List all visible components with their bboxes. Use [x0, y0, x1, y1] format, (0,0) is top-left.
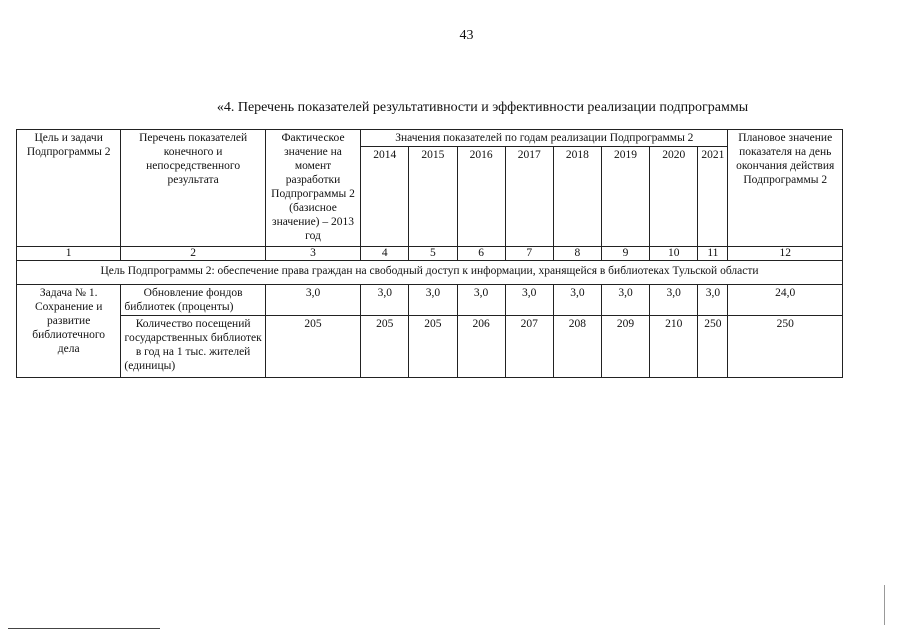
year-value: 208 — [553, 316, 601, 378]
year-value: 250 — [698, 316, 728, 378]
column-number: 7 — [505, 247, 553, 261]
header-by-years: Значения показателей по годам реализации Подпрограммы 2 — [361, 130, 728, 147]
header-year: 2018 — [553, 147, 601, 247]
column-number: 12 — [728, 247, 843, 261]
header-goal: Цель и задачи Подпрограммы 2 — [17, 130, 121, 247]
task-cell: Задача № 1. Сохранение и развитие библиотечного дела — [17, 285, 121, 378]
actual-value: 3,0 — [265, 285, 360, 316]
column-number: 3 — [265, 247, 360, 261]
year-value: 3,0 — [698, 285, 728, 316]
year-value: 209 — [601, 316, 649, 378]
table-row — [17, 316, 843, 378]
header-indicators: Перечень показателей конечного и непосредственного результата — [121, 130, 266, 247]
year-value: 3,0 — [361, 285, 409, 316]
actual-value: 205 — [265, 316, 360, 378]
year-value: 3,0 — [457, 285, 505, 316]
column-number: 8 — [553, 247, 601, 261]
header-year: 2020 — [650, 147, 698, 247]
indicator-name: Количество посещений государственных библиотек в год на 1 тыс. жителей (единицы) — [121, 316, 266, 378]
header-actual: Фактическое значение на момент разработки Подпрограммы 2 (базисное значение) – 2013 год — [265, 130, 360, 247]
goal-row — [17, 261, 843, 285]
header-year: 2019 — [601, 147, 649, 247]
column-number: 11 — [698, 247, 728, 261]
year-value: 3,0 — [650, 285, 698, 316]
planned-value: 24,0 — [728, 285, 843, 316]
column-number: 5 — [409, 247, 457, 261]
column-number: 2 — [121, 247, 266, 261]
subprogram-goal: Цель Подпрограммы 2: обеспечение права граждан на свободный доступ к информации, хранящейся в библиотеках Тульской области — [17, 261, 843, 285]
page-number: 43 — [459, 28, 474, 43]
header-year: 2016 — [457, 147, 505, 247]
column-number-row — [17, 247, 843, 261]
year-value: 3,0 — [553, 285, 601, 316]
column-number: 4 — [361, 247, 409, 261]
planned-value: 250 — [728, 316, 843, 378]
year-value: 206 — [457, 316, 505, 378]
section-title: «4. Перечень показателей результативности и эффективности реализации подпрограммы — [216, 100, 749, 115]
year-value: 3,0 — [505, 285, 553, 316]
table-row — [17, 285, 843, 316]
column-number: 9 — [601, 247, 649, 261]
year-value: 210 — [650, 316, 698, 378]
column-number: 1 — [17, 247, 121, 261]
year-value: 205 — [361, 316, 409, 378]
year-value: 3,0 — [409, 285, 457, 316]
column-number: 6 — [457, 247, 505, 261]
header-row — [17, 130, 843, 147]
footnote-separator — [8, 628, 160, 629]
header-year: 2014 — [361, 147, 409, 247]
header-year: 2017 — [505, 147, 553, 247]
indicators-table — [16, 129, 843, 378]
indicator-name: Обновление фондов библиотек (проценты) — [121, 285, 266, 316]
year-value: 3,0 — [601, 285, 649, 316]
year-value: 205 — [409, 316, 457, 378]
header-planned: Плановое значение показателя на день окончания действия Подпрограммы 2 — [728, 130, 843, 247]
year-value: 207 — [505, 316, 553, 378]
header-year: 2015 — [409, 147, 457, 247]
header-year: 2021 — [698, 147, 728, 247]
column-number: 10 — [650, 247, 698, 261]
scan-edge-mark — [884, 585, 885, 625]
